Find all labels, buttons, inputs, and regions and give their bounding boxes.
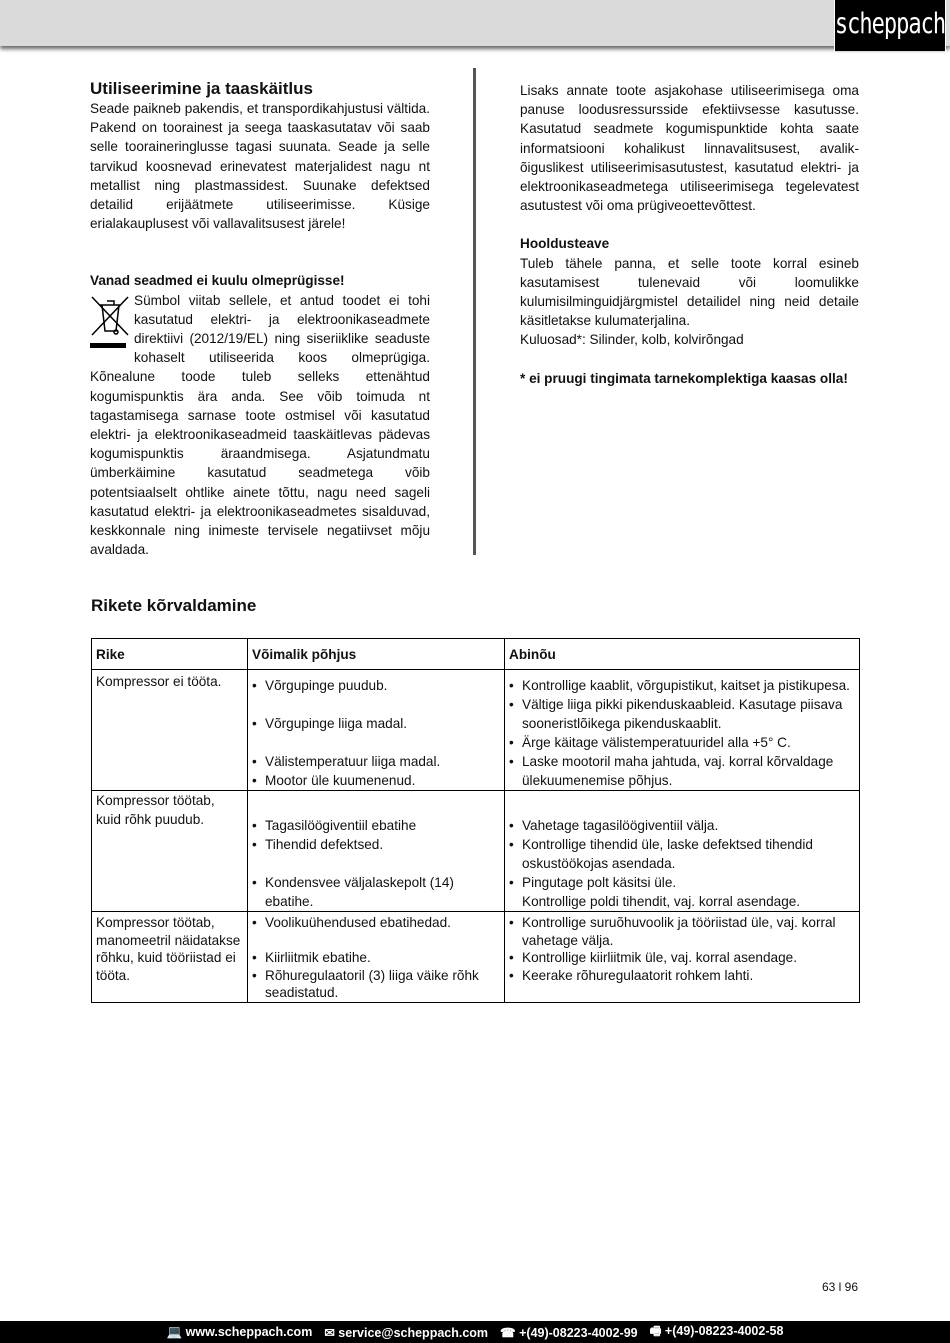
maintenance-heading: Hooldusteave bbox=[520, 236, 610, 252]
cell-line: • Rõhuregulaatoril (3) liiga väike rõhk seadistatud. bbox=[252, 967, 500, 1002]
cell-cause bbox=[248, 670, 505, 791]
cell-line: • Ärge käitage välistemperatuuridel alla +5° C. bbox=[509, 733, 855, 752]
cell-line: • Kontrollige kiirliitmik üle, vaj. korral asendage. bbox=[509, 949, 855, 967]
cell-line: • Pingutage polt käsitsi üle. bbox=[509, 873, 855, 892]
wear-parts-text: Kuluosad*: Silinder, kolb, kolvirõngad bbox=[520, 332, 744, 348]
cell-line: • Kondensvee väljalaskepolt (14) ebatihe. bbox=[252, 873, 500, 911]
cell-line: • Keerake rõhuregulaatorit rohkem lahti. bbox=[509, 967, 855, 985]
weee-heading: Vanad seadmed ei kuulu olmeprügisse! bbox=[90, 273, 345, 289]
cell-line: • Kontrollige kaablit, võrgupistikut, kaitset ja pistikupesa. bbox=[509, 676, 855, 695]
cell-line: • Tagasilöögiventiil ebatihe bbox=[252, 816, 500, 835]
delivery-note: * ei pruugi tingimata tarnekomplektiga kaasas olla! bbox=[520, 370, 848, 386]
header-bar bbox=[0, 0, 950, 46]
weee-text: Sümbol viitab sellele, et antud toodet ei tohi kasutatud elektri- ja elektroonikaseadmete direktiivi (2012/19/EL) ning siseriiklike seaduste kohaselt utiliseerida koos olmeprügiga. Kõnealune toode tuleb selleks ettenähtud kogumispunktis ära anda. See võib toimuda nt tagastamisega sarnase toote ostmisel või kasutatud elektri- ja elektroonikaseadmeid taaskäitlevas pädevas kogumispunktis äraandmisega. Asjatundmatu ümberkäimine kasutatud seadmetega võib potentsiaalselt ohtlike ainete tõttu, nagu need sageli kasutatud elektri- ja elektroonikaseadmetes sisalduvad, keskkonnale ning inimeste tervisele negatiivset mõju avaldada. bbox=[90, 292, 430, 558]
spacer bbox=[252, 854, 500, 873]
cell-cause bbox=[248, 912, 505, 1003]
website-link[interactable]: 💻 www.scheppach.com bbox=[166, 1324, 313, 1339]
troubleshooting-heading: Rikete kõrvaldamine bbox=[91, 596, 257, 615]
cell-fault bbox=[92, 912, 248, 1003]
cell-line: • Tihendid defektsed. bbox=[252, 835, 500, 854]
header-remedy: Abinõu bbox=[505, 639, 860, 670]
cell-line: Kompressor töötab, kuid rõhk puudub. bbox=[96, 793, 215, 827]
maintenance-text: Tuleb tähele panna, et selle toote korral esineb kasutamisest tulenevaid või loomulikke kulumisilminguidjärgmistel detailidel ning neid detaile käsitletakse kulumaterjalina. bbox=[520, 255, 859, 329]
cell-line: • Kiirliitmik ebatihe. bbox=[252, 949, 500, 967]
cell-line: • Mootor üle kuumenenud. bbox=[252, 771, 500, 790]
fax-icon: 🖷 bbox=[649, 1323, 662, 1338]
cell-line: • Võrgupinge puudub. bbox=[252, 676, 500, 695]
table-header-row bbox=[92, 639, 860, 670]
right-column bbox=[520, 81, 859, 388]
left-column bbox=[90, 79, 430, 559]
cell-line: • Kontrollige suruõhuvoolik ja tööriistad üle, vaj. korral vahetage välja. bbox=[509, 914, 855, 949]
disposal-heading: Utiliseerimine ja taaskäitlus bbox=[90, 79, 313, 98]
phone-number: ☎ +(49)-08223-4002-99 bbox=[500, 1325, 638, 1340]
cell-line: Kompressor töötab, manomeetril näidatakse rõhku, kuid tööriistad ei tööta. bbox=[96, 915, 241, 983]
table-row bbox=[92, 912, 860, 1003]
spacer bbox=[509, 797, 855, 816]
computer-icon: 💻 bbox=[166, 1324, 183, 1339]
mail-icon: ✉ bbox=[324, 1325, 335, 1340]
cell-line: • Võrgupinge liiga madal. bbox=[252, 714, 500, 733]
cell-line: • Kontrollige tihendid üle, laske defektsed tihendid oskustöökojas asendada. bbox=[509, 835, 855, 873]
cell-remedy bbox=[505, 670, 860, 791]
header-cause: Võimalik põhjus bbox=[248, 639, 505, 670]
disposal-text: Seade paikneb pakendis, et transpordikahjustusi vältida. Pakend on toorainest ja seega taaskasutatav või saab selle tooraineringlusse tagasi suunata. Seade ja selle tarvikud koosnevad erinevatest materjalidest nagu nt metallist ning plastmassidest. Suunake defektsed detailid erijäätmete utiliseerimisse. Küsige erialakauplusest või vallavalitsusest järele! bbox=[90, 101, 430, 232]
spacer bbox=[252, 932, 500, 950]
cell-fault bbox=[92, 670, 248, 791]
recycling-text: Lisaks annate toote asjakohase utiliseerimisega oma panuse loodusressursside efektiivsesse kasutusse. Kasutatud seadmete kogumispunktide kohta saate informatsiooni kohalikust linnavalitsusest, avalik-õiguslikest utiliseerimisasutustest, kasutatud elektri- ja elektroonikaseadmetega utiliseerimisega tegelevatest asutustest või oma prügiveoettevõttest. bbox=[520, 83, 859, 214]
table-row bbox=[92, 670, 860, 791]
spacer bbox=[252, 797, 500, 816]
email-link[interactable]: ✉ service@scheppach.com bbox=[324, 1325, 489, 1340]
crossed-bin-icon bbox=[90, 293, 130, 353]
cell-line: Kompressor ei tööta. bbox=[96, 674, 222, 689]
phone-icon: ☎ bbox=[500, 1325, 516, 1340]
troubleshooting-table bbox=[91, 638, 860, 1003]
page-number: 63 l 96 bbox=[822, 1280, 859, 1294]
footer-bar bbox=[0, 1321, 950, 1343]
cell-line: • Laske mootoril maha jahtuda, vaj. korral kõrvaldage ülekuumenemise põhjus. bbox=[509, 752, 855, 790]
cell-line: Kontrollige poldi tihendit, vaj. korral asendage. bbox=[522, 894, 801, 909]
cell-cause bbox=[248, 791, 505, 912]
cell-remedy bbox=[505, 912, 860, 1003]
column-divider bbox=[473, 68, 476, 555]
cell-line: • Vältige liiga pikki pikenduskaableid. Kasutage piisava sooneristlõikega pikenduskaablit. bbox=[509, 695, 855, 733]
cell-line: • Voolikuühendused ebatihedad. bbox=[252, 914, 500, 932]
spacer bbox=[252, 733, 500, 752]
cell-remedy bbox=[505, 791, 860, 912]
scheppach-logo: scheppach bbox=[834, 0, 946, 52]
cell-fault bbox=[92, 791, 248, 912]
fax-number: 🖷 +(49)-08223-4002-58 bbox=[649, 1323, 784, 1338]
header-fault: Rike bbox=[92, 639, 248, 670]
spacer bbox=[252, 695, 500, 714]
cell-line: • Vahetage tagasilöögiventiil välja. bbox=[509, 816, 855, 835]
cell-line: • Välistemperatuur liiga madal. bbox=[252, 752, 500, 771]
table-row bbox=[92, 791, 860, 912]
